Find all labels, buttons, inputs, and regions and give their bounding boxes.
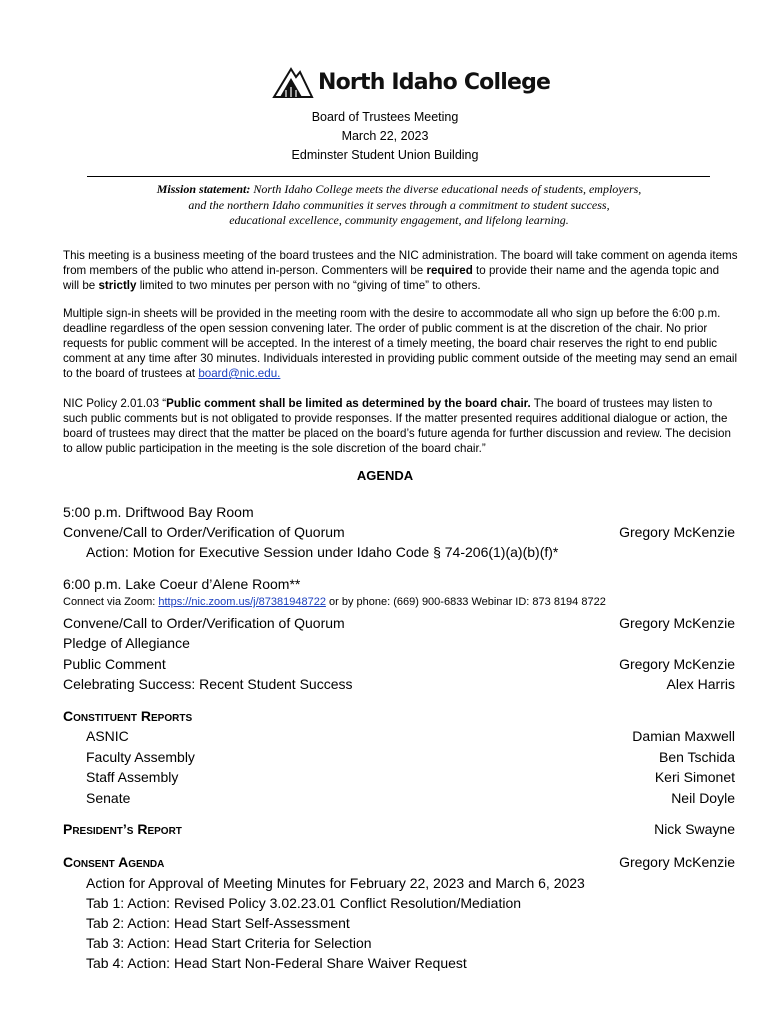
agenda-item: Pledge of Allegiance [63, 635, 190, 651]
intro-paragraph-2: Multiple sign-in sheets will be provided in the meeting room with the desire to accommodate all who sign up before the 6:00 p.m. deadline regardless of the open session convening later. The order of public comment is at the discretion of the chair. No prior requests for public comment will be accepted. In the interest of a timely meeting, the board chair reserves the right to end public comment at any time after 30 minutes. Individuals interested in providing public comment outside of the meeting may send an email to the board of trustees at board@nic.edu. [63, 307, 738, 380]
agenda-item: Staff Assembly Keri Simonet [86, 769, 735, 785]
agenda-title: AGENDA [356, 468, 414, 483]
agenda-item: Faculty Assembly Ben Tschida [86, 749, 735, 765]
agenda-item: ASNIC Damian Maxwell [86, 728, 735, 744]
section-constituent-reports: Constituent Reports [63, 708, 193, 724]
policy-paragraph: NIC Policy 2.01.03 “Public comment shall be limited as determined by the board chair. The board of trustees may listen to such public comments but is not obligated to provide responses. If the matter presented requires additional dialogue or action, the board of trustees may direct that the matter be placed on the board’s future agenda for further discussion and review. The decision to allow public participation in the meeting is the sole discretion of the board chair.” [63, 397, 731, 455]
agenda-item: Public Comment Gregory McKenzie [63, 656, 735, 672]
board-email-link[interactable]: board@nic.edu. [198, 367, 281, 380]
session1-time: 5:00 p.m. Driftwood Bay Room [63, 504, 254, 520]
mission-label: Mission statement: [156, 182, 251, 196]
zoom-link[interactable]: https://nic.zoom.us/j/87381948722 [158, 596, 326, 608]
meeting-date: March 22, 2023 [341, 129, 429, 143]
meeting-title: Board of Trustees Meeting [311, 110, 459, 124]
agenda-item: Action for Approval of Meeting Minutes for February 22, 2023 and March 6, 2023 [86, 875, 585, 891]
agenda-item: Convene/Call to Order/Verification of Quorum Gregory McKenzie [63, 524, 735, 540]
agenda-item: Convene/Call to Order/Verification of Quorum Gregory McKenzie [63, 615, 735, 631]
agenda-item: Tab 3: Action: Head Start Criteria for Selection [86, 935, 372, 951]
college-logo [272, 64, 550, 100]
session2-time: 6:00 p.m. Lake Coeur d’Alene Room** [63, 576, 301, 592]
agenda-item: Action: Motion for Executive Session under Idaho Code § 74-206(1)(a)(b)(f)* [86, 544, 559, 560]
section-consent-agenda: Consent Agenda Gregory McKenzie [63, 854, 735, 870]
logo-text: North Idaho College [318, 69, 551, 95]
section-presidents-report: President’s Report Nick Swayne [63, 821, 735, 837]
divider [87, 176, 710, 177]
agenda-item: Tab 4: Action: Head Start Non-Federal Share Waiver Request [86, 955, 467, 971]
agenda-item: Tab 1: Action: Revised Policy 3.02.23.01 Conflict Resolution/Mediation [86, 895, 522, 911]
meeting-location: Edminster Student Union Building [291, 148, 479, 162]
agenda-item: Tab 2: Action: Head Start Self-Assessment [86, 915, 350, 931]
agenda-item: Celebrating Success: Recent Student Success Alex Harris [63, 676, 735, 692]
intro-paragraph-1: This meeting is a business meeting of the board trustees and the NIC administration. The board will take comment on agenda items from members of the public who attend in-person. Commenters will be required to provide their name and the agenda topic and will be strictly limited to two minutes per person with no “giving of time” to others. [63, 249, 738, 292]
agenda-item: Senate Neil Doyle [86, 790, 735, 806]
zoom-info: Connect via Zoom: https://nic.zoom.us/j/87381948722 or by phone: (669) 900-6833 Webinar ID: 873 8194 8722 [63, 596, 606, 608]
mission-statement: Mission statement: North Idaho College meets the diverse educational needs of students, employers, and the northern Idaho communities it serves through a commitment to student success, educational excellence, community engagement, and lifelong learning. [156, 182, 642, 227]
mountain-icon [272, 65, 314, 99]
